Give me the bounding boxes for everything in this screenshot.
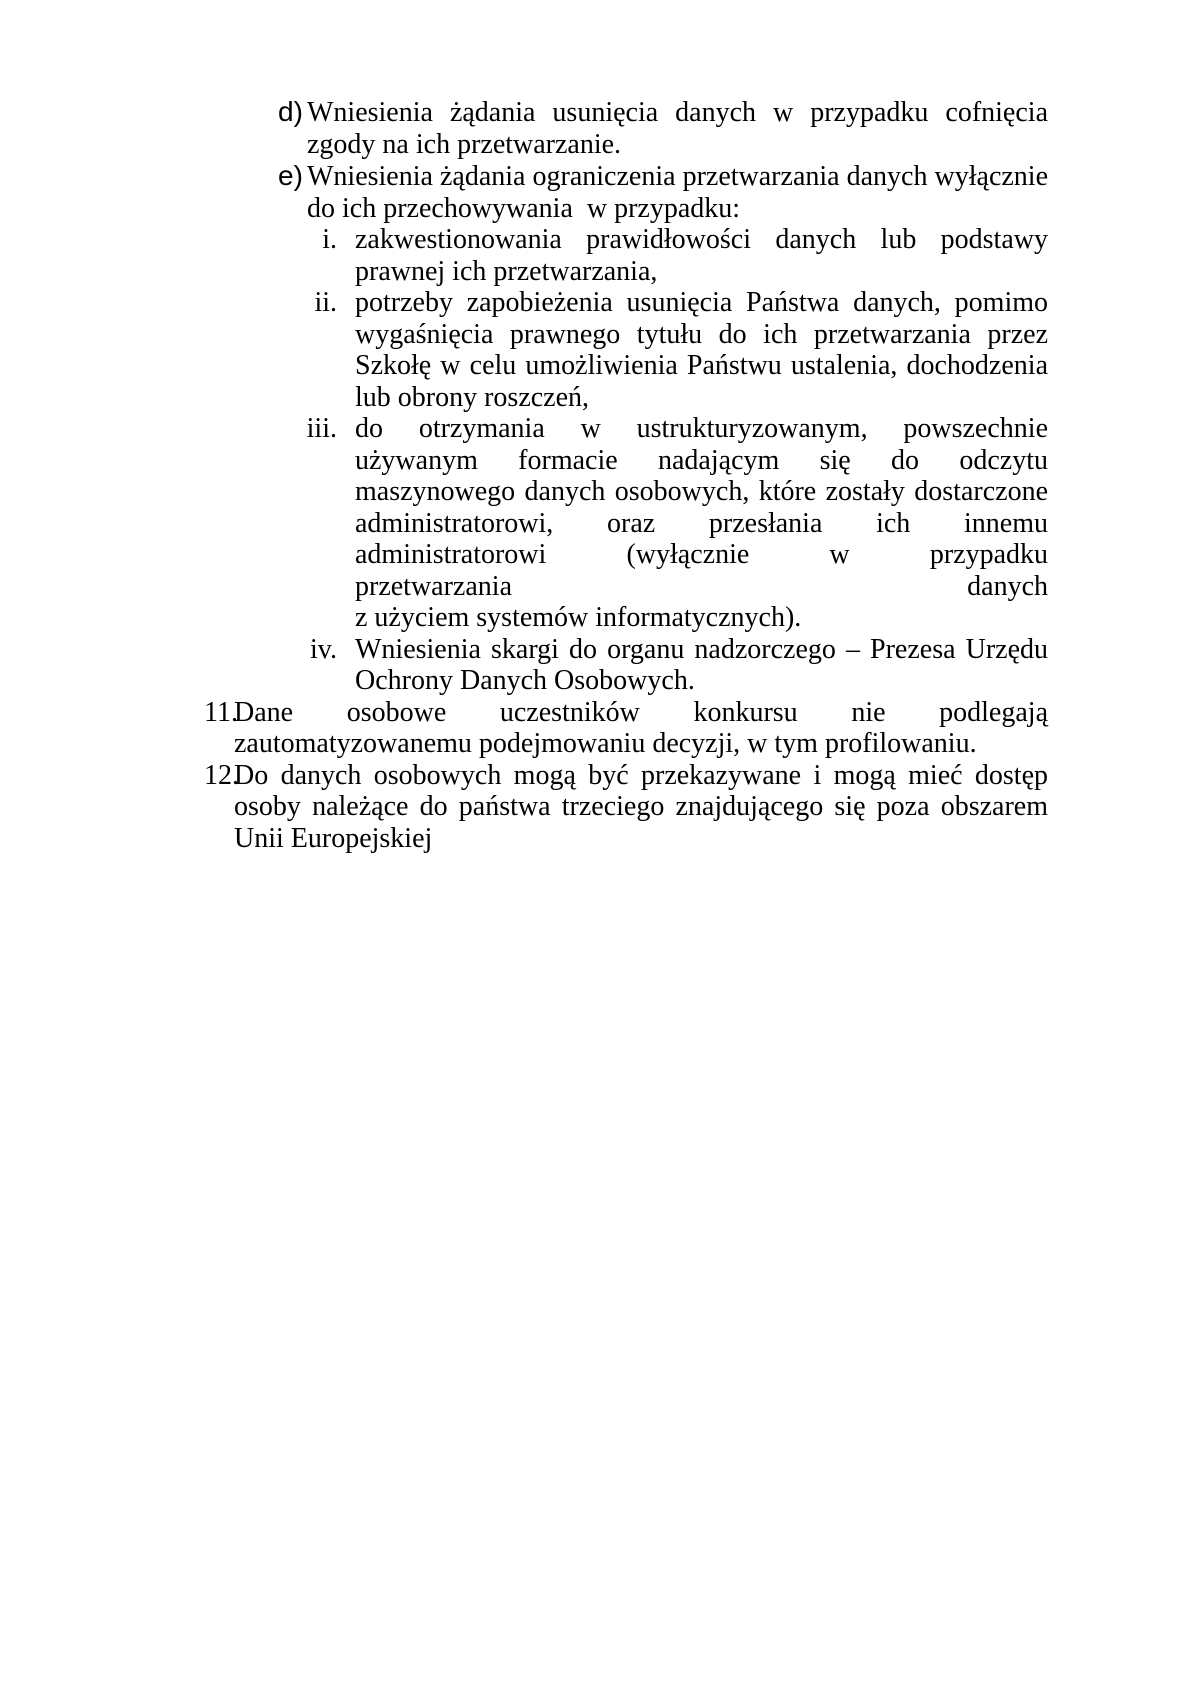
list-item-e bbox=[278, 160, 1048, 224]
list-item-ii bbox=[263, 287, 1048, 413]
list-item-iii-text bbox=[355, 413, 1048, 634]
list-marker-11: 11. bbox=[204, 696, 238, 728]
gap-line-left-word: przetwarzania bbox=[355, 570, 512, 602]
list-item-iii-text-tail: z użyciem systemów informatycznych). bbox=[355, 602, 802, 633]
list-marker-e: e) bbox=[278, 160, 303, 191]
list-item-d-text: Wniesienia żądania usunięcia danych w przypadku cofnięcia zgody na ich przetwarzanie. bbox=[307, 97, 1048, 160]
list-item-d bbox=[278, 96, 1048, 160]
list-marker-d: d) bbox=[278, 96, 303, 127]
list-item-iv-text: Wniesienia skargi do organu nadzorczego – Prezesa Urzędu Ochrony Danych Osobowych. bbox=[355, 633, 1048, 696]
document-body bbox=[204, 96, 1048, 854]
justified-gap-line bbox=[355, 571, 1048, 603]
list-item-ii-text: potrzeby zapobieżenia usunięcia Państwa danych, pomimo wygaśnięcia prawnego tytułu do ich przetwarzania przez Szkołę w celu umożliwienia Państwu ustalenia, dochodzenia lub obrony roszczeń, bbox=[355, 287, 1048, 413]
list-item-11 bbox=[204, 697, 1048, 760]
list-item-i-text: zakwestionowania prawidłowości danych lub podstawy prawnej ich przetwarzania, bbox=[355, 224, 1048, 287]
list-marker-iii: iii. bbox=[306, 413, 337, 444]
gap-line-right-word: danych bbox=[967, 570, 1048, 602]
list-item-e-text: Wniesienia żądania ograniczenia przetwarzania danych wyłącznie do ich przechowywania w przypadku: bbox=[307, 161, 1048, 224]
list-marker-i: i. bbox=[322, 224, 337, 255]
list-item-i bbox=[263, 224, 1048, 287]
list-item-iii-text-main: do otrzymania w ustrukturyzowanym, powszechnie używanym formacie nadającym się do odczytu maszynowego danych osobowych, które zostały dostarczone administratorowi, oraz przesłania ich innemu administratorowi (wyłącznie w przypadku bbox=[355, 413, 1048, 570]
list-item-12 bbox=[204, 760, 1048, 855]
list-item-12-text: Do danych osobowych mogą być przekazywane i mogą mieć dostęp osoby należące do państwa trzeciego znajdującego się poza obszarem Unii Europejskiej bbox=[234, 759, 1048, 854]
list-item-11-text: Dane osobowe uczestników konkursu nie podlegają zautomatyzowanemu podejmowaniu decyzji, w tym profilowaniu. bbox=[234, 696, 1048, 759]
list-item-iv bbox=[263, 634, 1048, 697]
list-item-iii bbox=[263, 413, 1048, 634]
list-marker-ii: ii. bbox=[314, 287, 337, 318]
list-marker-iv: iv. bbox=[310, 633, 337, 665]
list-marker-12: 12. bbox=[204, 759, 239, 791]
